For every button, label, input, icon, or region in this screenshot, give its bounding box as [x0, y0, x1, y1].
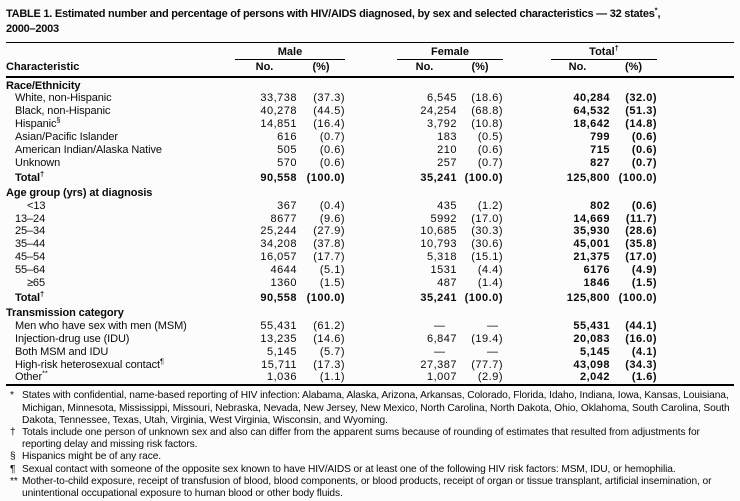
- table-row-msm: [6, 320, 734, 333]
- row-label: 13–24: [15, 212, 46, 225]
- cell-total-pct: (0.7): [631, 156, 657, 169]
- cell-female-no: 435: [437, 199, 457, 212]
- row-label: Other**: [15, 368, 48, 384]
- cell-total-no: 6176: [583, 264, 610, 277]
- cell-female-no: 27,387: [420, 358, 457, 371]
- cell-total-no: 20,083: [573, 332, 610, 345]
- section-heading: Race/Ethnicity: [6, 79, 81, 92]
- cell-male-no: 13,235: [260, 332, 297, 345]
- dagger-footnote-marker: †: [39, 289, 45, 299]
- cell-female-pct: (1.4): [477, 277, 503, 290]
- footnote-marker: *: [10, 390, 14, 402]
- row-label: Black, non-Hispanic: [15, 105, 111, 118]
- cell-male-pct: (5.1): [319, 264, 345, 277]
- cell-male-no: 4644: [270, 264, 297, 277]
- cell-male-no: 15,711: [261, 358, 297, 371]
- footnote-marker: **: [10, 475, 18, 487]
- cell-male-pct: (5.7): [319, 345, 345, 358]
- row-label: ≥65: [27, 277, 45, 290]
- footnote-hispanics: [6, 451, 734, 463]
- total-no-header: No.: [568, 60, 587, 73]
- male-group-header: [232, 43, 345, 60]
- cell-female-pct: —: [487, 319, 498, 332]
- cell-male-no: 25,244: [260, 225, 297, 238]
- cell-female-pct: (19.4): [471, 332, 503, 345]
- table-row-age-13-24: [6, 213, 734, 226]
- table-title-tail: ,: [657, 8, 661, 20]
- characteristic-column-header: Characteristic: [6, 60, 80, 73]
- footnote-marker: †: [10, 426, 16, 438]
- cell-total-no: 43,098: [573, 358, 610, 371]
- total-group-label: Total: [589, 45, 615, 58]
- female-no-header: No.: [415, 60, 434, 73]
- cell-female-no: 1531: [430, 264, 457, 277]
- cell-male-no: 90,558: [260, 171, 297, 184]
- cell-total-pct: (16.0): [625, 332, 657, 345]
- cell-total-no: 35,930: [573, 225, 610, 238]
- footnote-marker: §: [10, 451, 16, 463]
- cell-total-pct: (0.6): [631, 131, 657, 144]
- male-no-header: No.: [255, 60, 274, 73]
- cell-total-pct: (32.0): [625, 92, 657, 105]
- cell-female-no: 5992: [430, 212, 457, 225]
- cell-male-no: 570: [277, 156, 297, 169]
- cell-total-no: 45,001: [573, 238, 610, 251]
- cell-female-pct: (18.6): [471, 92, 503, 105]
- cell-total-no: 1846: [583, 277, 610, 290]
- cell-total-no: 715: [590, 144, 610, 157]
- total-group-header: [503, 43, 734, 60]
- row-label: <13: [27, 199, 46, 212]
- cell-total-pct: (11.7): [625, 212, 657, 225]
- cell-male-pct: (100.0): [306, 171, 345, 184]
- header-group-row: [6, 43, 734, 60]
- cell-total-pct: (44.1): [625, 319, 657, 332]
- footnote-other-exposure: [6, 476, 734, 500]
- footnote-text: Hispanics might be of any race.: [22, 451, 162, 463]
- cell-total-pct: (100.0): [618, 292, 657, 304]
- cell-male-no: 367: [277, 199, 297, 212]
- cell-female-pct: (4.4): [477, 264, 503, 277]
- cell-female-pct: (0.5): [477, 131, 503, 144]
- footnote-sexual-contact: [6, 464, 734, 476]
- cell-female-pct: (77.7): [471, 358, 503, 371]
- dagger-footnote-marker: †: [39, 169, 45, 179]
- cell-female-pct: (0.6): [477, 144, 503, 157]
- cell-male-no: 8677: [270, 212, 297, 225]
- cell-total-pct: (0.6): [631, 199, 657, 212]
- row-label: American Indian/Alaska Native: [15, 144, 162, 157]
- pilcrow-footnote-marker: ¶: [159, 355, 164, 365]
- cell-total-no: 64,532: [573, 105, 610, 118]
- table-row-age-45-54: [6, 251, 734, 264]
- footnote-totals: [6, 427, 734, 451]
- section-heading-row-transmission: [6, 305, 734, 320]
- table-title-line1: [6, 7, 734, 22]
- cell-female-pct: (15.1): [471, 251, 503, 264]
- cell-total-no: 827: [590, 156, 610, 169]
- cell-total-no: 802: [590, 199, 610, 212]
- row-label: Asian/Pacific Islander: [15, 131, 118, 144]
- female-pct-header: (%): [471, 60, 489, 73]
- cell-male-pct: (1.1): [319, 371, 345, 384]
- table-row-asian-pacific: [6, 131, 734, 144]
- cell-male-pct: (0.4): [319, 199, 345, 212]
- footnotes: [6, 390, 734, 500]
- footnote-text: Totals include one person of unknown sex and also can differ from the apparent sums because of rounding of estimates that resulted from adjustments for reporting delay and missing risk factors.: [22, 426, 700, 451]
- footnote-states: [6, 390, 734, 427]
- table-row-age-under13: [6, 200, 734, 213]
- cell-female-no: 3,792: [426, 118, 457, 131]
- cell-male-pct: (17.7): [313, 251, 345, 264]
- cell-female-no: 6,847: [426, 332, 457, 345]
- male-group-label: Male: [277, 45, 303, 58]
- cell-female-pct: (100.0): [464, 171, 503, 184]
- cell-total-no: 21,375: [573, 251, 610, 264]
- hiv-aids-statistics-table: [6, 42, 734, 386]
- table-row-black: [6, 105, 734, 118]
- footnote-text: Sexual contact with someone of the opposite sex known to have HIV/AIDS or at least one of the following HIV risk factors: MSM, IDU, or hemophilia.: [22, 463, 676, 475]
- cell-female-pct: (100.0): [464, 292, 503, 304]
- cell-female-no: 10,685: [420, 225, 457, 238]
- cell-male-no: 1,036: [266, 371, 297, 384]
- cell-male-pct: (0.6): [319, 156, 345, 169]
- cell-male-pct: (17.3): [313, 358, 345, 371]
- total-pct-header: (%): [624, 60, 643, 73]
- cell-male-pct: (0.7): [319, 131, 345, 144]
- female-group-label: Female: [431, 45, 469, 58]
- cell-male-pct: (44.5): [313, 105, 345, 118]
- cell-male-no: 505: [277, 144, 297, 157]
- cell-male-no: 16,057: [260, 251, 297, 264]
- cell-total-no: 18,642: [573, 118, 610, 131]
- table-row-age-65plus: [6, 277, 734, 290]
- section-heading-row-age: [6, 185, 734, 200]
- table-row-both-msm-idu: [6, 346, 734, 359]
- cell-total-pct: (4.9): [631, 264, 657, 277]
- cell-female-no: 210: [437, 144, 457, 157]
- cell-male-no: 90,558: [260, 292, 297, 304]
- table-row-age-55-64: [6, 264, 734, 277]
- cell-female-pct: (1.2): [477, 199, 503, 212]
- double-asterisk-footnote-marker: **: [42, 368, 48, 378]
- cell-total-pct: (100.0): [618, 171, 657, 184]
- cell-male-no: 14,851: [260, 118, 297, 131]
- section-heading: Age group (yrs) at diagnosis: [6, 186, 153, 199]
- cell-total-no: 40,284: [573, 92, 610, 105]
- cell-male-pct: (37.3): [313, 92, 345, 105]
- row-label: Total†: [15, 169, 45, 184]
- cell-total-no: 125,800: [566, 292, 610, 304]
- footnote-text: Mother-to-child exposure, receipt of transfusion of blood, blood components, or blood products, receipt of organ or tissue transplant, artificial insemination, or unintentional occupational exposure to human blood or other body fluids.: [22, 475, 712, 499]
- row-label: Unknown: [15, 156, 61, 169]
- cell-male-no: 34,208: [260, 238, 297, 251]
- cell-female-no: 1,007: [426, 371, 457, 384]
- cell-total-pct: (4.1): [631, 345, 657, 358]
- cell-total-pct: (0.6): [631, 144, 657, 157]
- row-label: Total†: [15, 289, 45, 304]
- table-row-hispanic: [6, 118, 734, 131]
- cell-male-pct: (14.6): [313, 332, 345, 345]
- cell-male-pct: (9.6): [319, 212, 345, 225]
- row-label: Injection-drug use (IDU): [15, 332, 130, 345]
- row-label: 25–34: [15, 225, 46, 238]
- section-footnote-marker: §: [56, 115, 61, 125]
- cell-total-pct: (1.5): [631, 277, 657, 290]
- dagger-footnote-marker: †: [614, 42, 619, 52]
- row-label: 45–54: [15, 251, 46, 264]
- cell-female-pct: (30.6): [471, 238, 503, 251]
- cell-total-pct: (14.8): [625, 118, 657, 131]
- footnote-text: States with confidential, name-based reporting of HIV infection: Alabama, Alaska, Arizona, Arkansas, Colorado, Florida, Idaho, Indiana, Iowa, Kansas, Louisiana, Michigan, Minnesota, Mississippi, Missouri, Nebraska, Nevada, New Jersey, New Mexico, North Carolina, North Dakota, Ohio, Oklahoma, South Carolina, South Dakota, Tennessee, Texas, Utah, Virginia, West Virginia, Wisconsin, and Wyoming.: [22, 390, 730, 426]
- row-label: 55–64: [15, 264, 46, 277]
- table-row-age-35-44: [6, 238, 734, 251]
- table-row-heterosexual: [6, 359, 734, 372]
- cell-female-pct: (68.8): [471, 105, 503, 118]
- cell-female-no: 183: [437, 131, 457, 144]
- cell-male-pct: (1.5): [319, 277, 345, 290]
- cell-total-pct: (28.6): [625, 225, 657, 238]
- cell-total-pct: (35.8): [625, 238, 657, 251]
- table-row-white: [6, 92, 734, 105]
- table-row-american-indian: [6, 144, 734, 157]
- cell-total-no: 799: [590, 131, 610, 144]
- footnote-marker: ¶: [10, 463, 16, 475]
- cell-female-no: 35,241: [420, 292, 457, 304]
- row-label: White, non-Hispanic: [15, 92, 112, 105]
- total-row-race: [6, 170, 734, 185]
- cell-female-no: —: [434, 345, 445, 358]
- cell-female-pct: (30.3): [471, 225, 503, 238]
- cell-male-pct: (100.0): [306, 292, 345, 304]
- cell-total-pct: (1.6): [631, 371, 657, 384]
- cell-female-no: 10,793: [420, 238, 457, 251]
- cell-total-no: 55,431: [573, 319, 610, 332]
- row-label: High-risk heterosexual contact¶: [15, 355, 164, 371]
- cell-female-no: 6,545: [426, 92, 457, 105]
- cell-total-no: 2,042: [579, 371, 610, 384]
- section-heading: Transmission category: [6, 306, 124, 319]
- cell-total-no: 14,669: [573, 212, 610, 225]
- cell-female-no: 257: [437, 156, 457, 169]
- cell-male-no: 40,278: [260, 105, 297, 118]
- table-row-idu: [6, 333, 734, 346]
- table-header: [6, 43, 734, 77]
- cell-female-pct: (17.0): [471, 212, 503, 225]
- cell-total-pct: (17.0): [625, 251, 657, 264]
- table-row-unknown: [6, 157, 734, 170]
- cell-male-pct: (16.4): [313, 118, 345, 131]
- cell-female-pct: —: [487, 345, 498, 358]
- male-pct-header: (%): [312, 60, 330, 73]
- table-body: [6, 77, 734, 386]
- section-heading-row-race: [6, 77, 734, 93]
- cell-female-pct: (0.7): [477, 156, 503, 169]
- cell-male-no: 1360: [270, 277, 297, 290]
- cell-total-no: 125,800: [566, 171, 610, 184]
- row-label: 35–44: [15, 238, 46, 251]
- cell-female-no: —: [434, 319, 445, 332]
- cell-male-no: 616: [277, 131, 297, 144]
- total-row-age: [6, 290, 734, 305]
- cell-female-no: 35,241: [420, 171, 457, 184]
- cell-female-no: 24,254: [420, 105, 457, 118]
- cell-total-no: 5,145: [579, 345, 610, 358]
- cell-female-pct: (10.8): [471, 118, 503, 131]
- cell-male-pct: (0.6): [319, 144, 345, 157]
- cell-total-pct: (51.3): [625, 105, 657, 118]
- table-title-line2: 2000–2003: [6, 23, 59, 35]
- table-row-age-25-34: [6, 225, 734, 238]
- cell-male-pct: (27.9): [313, 225, 345, 238]
- cell-male-no: 55,431: [260, 319, 297, 332]
- table-title-text: TABLE 1. Estimated number and percentage of persons with HIV/AIDS diagnosed, by sex and selected characteristics — 32 states: [6, 8, 655, 20]
- cell-female-pct: (2.9): [477, 371, 503, 384]
- cell-male-no: 33,738: [260, 92, 297, 105]
- table-row-other: [6, 371, 734, 385]
- asterisk-footnote-marker: *: [654, 5, 658, 15]
- row-label: Men who have sex with men (MSM): [15, 319, 187, 332]
- female-group-header: [345, 43, 503, 60]
- cell-total-pct: (34.3): [625, 358, 657, 371]
- cell-male-pct: (37.8): [313, 238, 345, 251]
- cell-male-no: 5,145: [266, 345, 297, 358]
- table-title: [6, 7, 734, 37]
- row-label: Hispanic§: [15, 115, 61, 131]
- cell-female-no: 487: [437, 277, 457, 290]
- row-label: Both MSM and IDU: [15, 345, 109, 358]
- cell-female-no: 5,318: [426, 251, 457, 264]
- cell-male-pct: (61.2): [313, 319, 345, 332]
